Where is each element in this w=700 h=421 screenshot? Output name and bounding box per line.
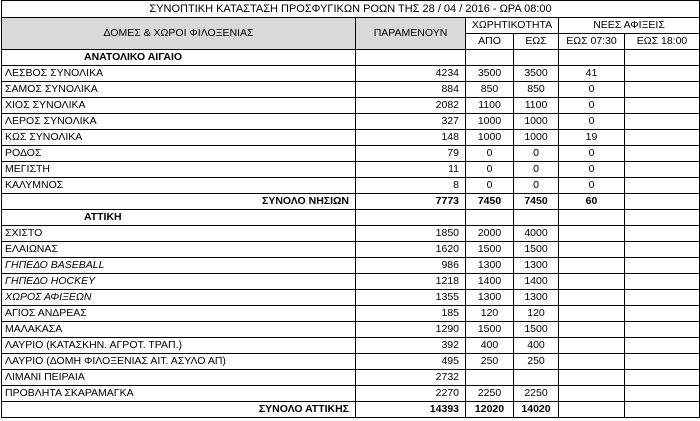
facility-name: ΓΗΠΕΔΟ HOCKEY	[2, 274, 356, 290]
arrivals-0730-cell	[559, 242, 625, 258]
islands-total-row	[2, 194, 700, 210]
arrivals-0730-cell: 0	[559, 162, 625, 178]
arrivals-1800-cell	[625, 386, 700, 402]
arrivals-0730-cell	[559, 290, 625, 306]
arrivals-0730-cell	[559, 370, 625, 386]
remaining-cell: 185	[356, 306, 466, 322]
arrivals-1800-cell	[625, 66, 700, 82]
capacity-to-cell: 0	[514, 162, 559, 178]
arrivals-0730-cell: 0	[559, 178, 625, 194]
facility-name: ΡΟΔΟΣ	[2, 146, 356, 162]
arrivals-1800-cell	[625, 322, 700, 338]
arrivals-0730-cell: 0	[559, 82, 625, 98]
arrivals-0730-cell	[559, 226, 625, 242]
facility-name: ΛΕΣΒΟΣ ΣΥΝΟΛΙΚΑ	[2, 66, 356, 82]
arrivals-0730-cell: 0	[559, 98, 625, 114]
facility-name: ΓΗΠΕΔΟ BASEBALL	[2, 258, 356, 274]
total-label: ΣΥΝΟΛΟ ΝΗΣΙΩΝ	[2, 194, 356, 210]
table-row	[2, 130, 700, 146]
arrivals-1800-cell	[625, 162, 700, 178]
arrivals-1800-cell	[625, 130, 700, 146]
arrivals-0730-cell	[559, 386, 625, 402]
capacity-from-cell: 1300	[466, 258, 514, 274]
facility-name: ΛΑΥΡΙΟ (ΚΑΤΑΣΚΗΝ. ΑΓΡΟΤ. ΤΡΑΠ.)	[2, 338, 356, 354]
table-row	[2, 66, 700, 82]
capacity-from-cell: 2250	[466, 386, 514, 402]
arrivals-0730-cell	[559, 274, 625, 290]
table-row	[2, 322, 700, 338]
arrivals-1800-cell	[625, 306, 700, 322]
table-row	[2, 114, 700, 130]
attica-total-row	[2, 402, 700, 418]
arrivals-0730-cell	[559, 258, 625, 274]
arrivals-1800-cell	[625, 114, 700, 130]
remaining-cell: 1218	[356, 274, 466, 290]
remaining-cell: 392	[356, 338, 466, 354]
capacity-to-cell: 1400	[514, 274, 559, 290]
facility-name: ΚΩΣ ΣΥΝΟΛΙΚΑ	[2, 130, 356, 146]
header-until-0730: ΕΩΣ 07:30	[559, 34, 625, 50]
remaining-cell: 79	[356, 146, 466, 162]
remaining-cell: 495	[356, 354, 466, 370]
total-remaining: 7773	[356, 194, 466, 210]
capacity-from-cell: 850	[466, 82, 514, 98]
empty-cell	[559, 210, 625, 226]
arrivals-1800-cell	[625, 338, 700, 354]
arrivals-0730-cell	[559, 338, 625, 354]
table-row	[2, 162, 700, 178]
empty-cell	[559, 50, 625, 66]
arrivals-1800-cell	[625, 82, 700, 98]
table-row	[2, 306, 700, 322]
total-capacity-to: 7450	[514, 194, 559, 210]
total-capacity-from: 12020	[466, 402, 514, 418]
table-row	[2, 226, 700, 242]
facility-name: ΕΛΑΙΩΝΑΣ	[2, 242, 356, 258]
capacity-to-cell: 850	[514, 82, 559, 98]
total-capacity-from: 7450	[466, 194, 514, 210]
header-capacity-from: ΑΠΟ	[466, 34, 514, 50]
remaining-cell: 148	[356, 130, 466, 146]
empty-cell	[514, 50, 559, 66]
capacity-from-cell: 1000	[466, 130, 514, 146]
capacity-from-cell: 1500	[466, 242, 514, 258]
remaining-cell: 2732	[356, 370, 466, 386]
remaining-cell: 884	[356, 82, 466, 98]
capacity-to-cell: 2250	[514, 386, 559, 402]
arrivals-1800-cell	[625, 354, 700, 370]
capacity-to-cell: 0	[514, 146, 559, 162]
remaining-cell: 1620	[356, 242, 466, 258]
arrivals-1800-cell	[625, 98, 700, 114]
remaining-cell: 1850	[356, 226, 466, 242]
total-arrivals-1800	[625, 194, 700, 210]
title-row	[2, 1, 700, 18]
table-row	[2, 290, 700, 306]
remaining-cell: 8	[356, 178, 466, 194]
section-title: ΑΝΑΤΟΛΙΚΟ ΑΙΓΑΙΟ	[2, 50, 356, 66]
capacity-from-cell: 1400	[466, 274, 514, 290]
table-row	[2, 242, 700, 258]
arrivals-0730-cell: 0	[559, 114, 625, 130]
arrivals-0730-cell: 19	[559, 130, 625, 146]
remaining-cell: 2082	[356, 98, 466, 114]
total-remaining: 14393	[356, 402, 466, 418]
capacity-from-cell: 1100	[466, 98, 514, 114]
header-row-1	[2, 18, 700, 34]
capacity-to-cell: 1300	[514, 258, 559, 274]
empty-cell	[625, 50, 700, 66]
table-row	[2, 338, 700, 354]
capacity-to-cell: 1300	[514, 290, 559, 306]
arrivals-0730-cell	[559, 354, 625, 370]
empty-cell	[356, 50, 466, 66]
capacity-from-cell: 0	[466, 178, 514, 194]
empty-cell	[356, 210, 466, 226]
capacity-to-cell: 1100	[514, 98, 559, 114]
refugee-flows-table	[1, 0, 700, 418]
capacity-from-cell: 0	[466, 146, 514, 162]
arrivals-1800-cell	[625, 226, 700, 242]
remaining-cell: 327	[356, 114, 466, 130]
empty-cell	[466, 50, 514, 66]
table-body	[2, 1, 700, 418]
capacity-from-cell: 3500	[466, 66, 514, 82]
facility-name: ΑΓΙΟΣ ΑΝΔΡΕΑΣ	[2, 306, 356, 322]
facility-name: ΛΕΡΟΣ ΣΥΝΟΛΙΚΑ	[2, 114, 356, 130]
section-east-aegean	[2, 50, 700, 66]
capacity-to-cell: 400	[514, 338, 559, 354]
capacity-from-cell: 1500	[466, 322, 514, 338]
header-until-1800: ΕΩΣ 18:00	[625, 34, 700, 50]
empty-cell	[514, 210, 559, 226]
remaining-cell: 1290	[356, 322, 466, 338]
arrivals-1800-cell	[625, 370, 700, 386]
table-row	[2, 274, 700, 290]
facility-name: ΜΕΓΙΣΤΗ	[2, 162, 356, 178]
header-facilities: ΔΟΜΕΣ & ΧΩΡΟΙ ΦΙΛΟΞΕΝΙΑΣ	[2, 18, 356, 50]
table-title: ΣΥΝΟΠΤΙΚΗ ΚΑΤΑΣΤΑΣΗ ΠΡΟΣΦΥΓΙΚΩΝ ΡΟΩΝ ΤΗΣ 28 / 04 / 2016 - ΩΡΑ 08:00	[2, 1, 700, 18]
arrivals-1800-cell	[625, 242, 700, 258]
capacity-from-cell: 0	[466, 162, 514, 178]
capacity-to-cell: 250	[514, 354, 559, 370]
table-row	[2, 98, 700, 114]
total-arrivals-0730	[559, 402, 625, 418]
capacity-from-cell: 250	[466, 354, 514, 370]
capacity-from-cell: 120	[466, 306, 514, 322]
facility-name: ΛΑΥΡΙΟ (ΔΟΜΗ ΦΙΛΟΞΕΝΙΑΣ ΑΙΤ. ΑΣΥΛΟ ΑΠ)	[2, 354, 356, 370]
table-row	[2, 354, 700, 370]
total-label: ΣΥΝΟΛΟ ΑΤΤΙΚΗΣ	[2, 402, 356, 418]
remaining-cell: 4234	[356, 66, 466, 82]
arrivals-0730-cell	[559, 306, 625, 322]
table-row	[2, 258, 700, 274]
facility-name: ΜΑΛΑΚΑΣΑ	[2, 322, 356, 338]
capacity-from-cell: 400	[466, 338, 514, 354]
capacity-from-cell: 2000	[466, 226, 514, 242]
header-capacity: ΧΩΡΗΤΙΚΟΤΗΤΑ	[466, 18, 559, 34]
capacity-to-cell	[514, 370, 559, 386]
facility-name: ΛΙΜΑΝΙ ΠΕΙΡΑΙΑ	[2, 370, 356, 386]
capacity-to-cell: 1500	[514, 322, 559, 338]
table-row	[2, 146, 700, 162]
capacity-from-cell: 1300	[466, 290, 514, 306]
arrivals-0730-cell: 0	[559, 146, 625, 162]
capacity-from-cell: 1000	[466, 114, 514, 130]
arrivals-1800-cell	[625, 146, 700, 162]
capacity-to-cell: 3500	[514, 66, 559, 82]
facility-name: ΧΙΟΣ ΣΥΝΟΛΙΚΑ	[2, 98, 356, 114]
capacity-to-cell: 0	[514, 178, 559, 194]
empty-cell	[466, 210, 514, 226]
header-new-arrivals: ΝΕΕΣ ΑΦΙΞΕΙΣ	[559, 18, 700, 34]
facility-name: ΧΩΡΟΣ ΑΦΙΞΕΩΝ	[2, 290, 356, 306]
capacity-to-cell: 4000	[514, 226, 559, 242]
remaining-cell: 11	[356, 162, 466, 178]
total-arrivals-0730: 60	[559, 194, 625, 210]
facility-name: ΣΑΜΟΣ ΣΥΝΟΛΙΚΑ	[2, 82, 356, 98]
arrivals-1800-cell	[625, 290, 700, 306]
arrivals-1800-cell	[625, 274, 700, 290]
capacity-to-cell: 1000	[514, 114, 559, 130]
arrivals-0730-cell	[559, 322, 625, 338]
section-attica	[2, 210, 700, 226]
arrivals-0730-cell: 41	[559, 66, 625, 82]
capacity-from-cell	[466, 370, 514, 386]
remaining-cell: 986	[356, 258, 466, 274]
header-capacity-to: ΕΩΣ	[514, 34, 559, 50]
remaining-cell: 1355	[356, 290, 466, 306]
total-capacity-to: 14020	[514, 402, 559, 418]
table-row	[2, 82, 700, 98]
facility-name: ΣΧΙΣΤΟ	[2, 226, 356, 242]
total-arrivals-1800	[625, 402, 700, 418]
arrivals-1800-cell	[625, 178, 700, 194]
table-row	[2, 178, 700, 194]
capacity-to-cell: 1000	[514, 130, 559, 146]
facility-name: ΚΑΛΥΜΝΟΣ	[2, 178, 356, 194]
table-row	[2, 370, 700, 386]
empty-cell	[625, 210, 700, 226]
header-remaining: ΠΑΡΑΜΕΝΟΥΝ	[356, 18, 466, 50]
table-row	[2, 386, 700, 402]
capacity-to-cell: 1500	[514, 242, 559, 258]
capacity-to-cell: 120	[514, 306, 559, 322]
remaining-cell: 2270	[356, 386, 466, 402]
arrivals-1800-cell	[625, 258, 700, 274]
facility-name: ΠΡΟΒΛΗΤΑ ΣΚΑΡΑΜΑΓΚΑ	[2, 386, 356, 402]
section-title: ΑΤΤΙΚΗ	[2, 210, 356, 226]
